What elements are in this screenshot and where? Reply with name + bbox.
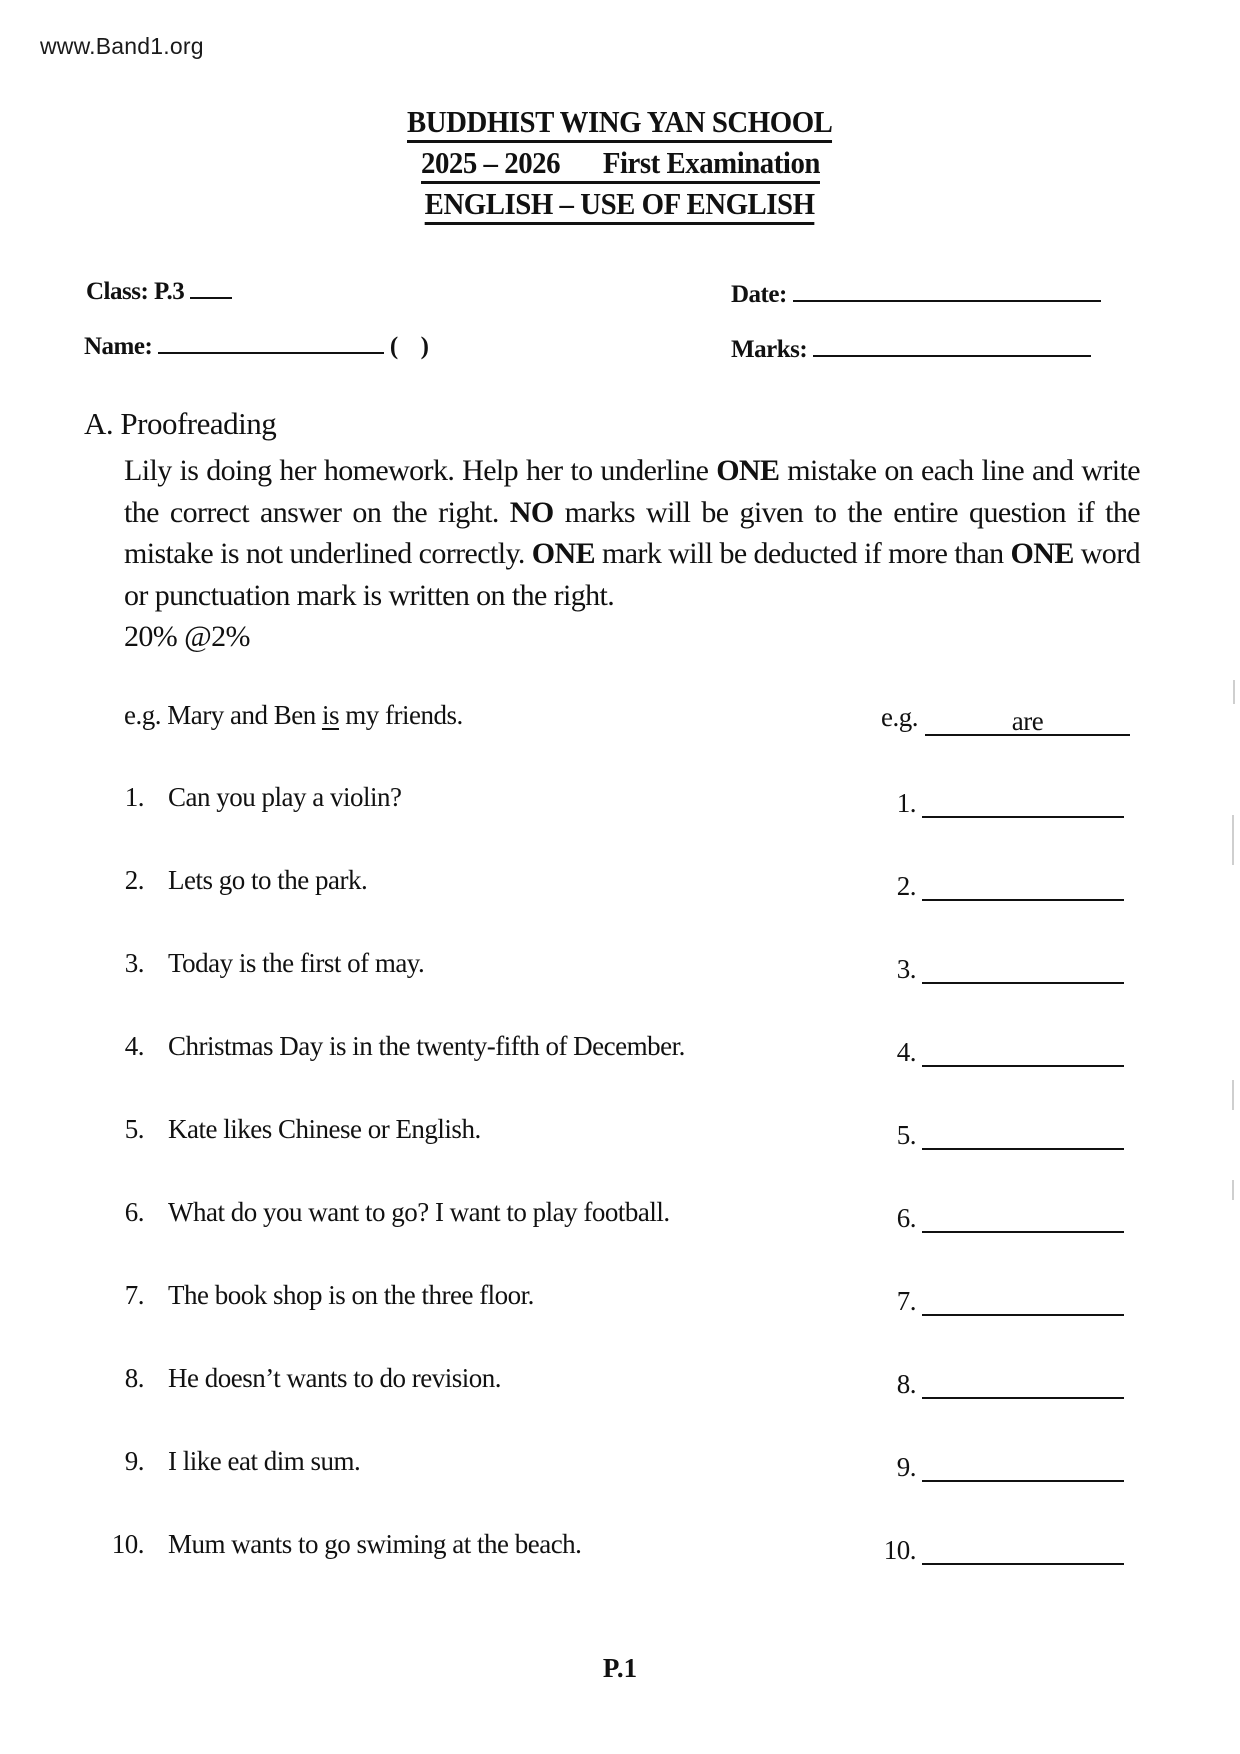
question-text[interactable]: Mum wants to go swiming at the beach. xyxy=(168,1529,582,1559)
question-text[interactable]: The book shop is on the three floor. xyxy=(168,1280,534,1310)
scan-artifact xyxy=(1233,680,1235,704)
school-year: 2025 – 2026 xyxy=(420,145,560,180)
example-mistake: is xyxy=(321,700,339,730)
name-blank[interactable] xyxy=(158,334,384,354)
class-number-parens: ( ) xyxy=(389,333,429,360)
question-number: 8. xyxy=(124,1363,144,1393)
question-row xyxy=(0,1363,1240,1403)
example-row xyxy=(0,700,1240,740)
question-row xyxy=(0,1031,1240,1071)
answer-label: 2. xyxy=(896,871,916,901)
instructions xyxy=(124,450,1140,658)
scan-artifact xyxy=(1232,815,1234,865)
marks-field xyxy=(731,336,1091,364)
example-prefix: e.g. Mary and Ben xyxy=(124,700,322,730)
instr-text: mistake on each line and write the correct answer on the right. xyxy=(124,454,1140,529)
answer-line[interactable] xyxy=(922,1148,1124,1150)
scan-artifact xyxy=(1232,1080,1234,1110)
question-number: 9. xyxy=(124,1446,144,1476)
exam-name: First Examination xyxy=(602,145,820,180)
instr-emphasis: NO xyxy=(509,495,554,529)
example-answer-line xyxy=(925,734,1130,736)
question-text[interactable]: He doesn’t wants to do revision. xyxy=(168,1363,501,1393)
instr-emphasis: ONE xyxy=(1010,537,1074,570)
answer-label: 8. xyxy=(896,1369,916,1399)
question-row xyxy=(0,1446,1240,1486)
instr-emphasis: ONE xyxy=(531,537,595,570)
question-text[interactable]: Today is the first of may. xyxy=(168,948,425,978)
marks-allocation: 20% @2% xyxy=(124,620,250,653)
question-row xyxy=(0,948,1240,988)
example-suffix: my friends. xyxy=(338,700,463,730)
answer-label: 3. xyxy=(896,954,916,984)
answer-label: 10. xyxy=(883,1535,916,1565)
question-text[interactable]: Kate likes Chinese or English. xyxy=(168,1114,481,1144)
answer-label: 6. xyxy=(896,1203,916,1233)
section-title: A. Proofreading xyxy=(84,406,277,441)
name-label: Name: xyxy=(84,333,153,360)
exam-header xyxy=(0,104,1240,227)
question-row xyxy=(0,782,1240,822)
answer-label: 5. xyxy=(896,1120,916,1150)
question-number: 1. xyxy=(124,782,144,812)
answer-line[interactable] xyxy=(922,1480,1124,1482)
answer-line[interactable] xyxy=(922,1314,1124,1316)
answer-label: 7. xyxy=(896,1286,916,1316)
school-name: BUDDHIST WING YAN SCHOOL xyxy=(407,104,832,143)
example-sentence xyxy=(124,700,463,731)
answer-line[interactable] xyxy=(922,1397,1124,1399)
exam-title xyxy=(421,145,820,184)
marks-blank[interactable] xyxy=(813,337,1091,357)
instr-text: Lily is doing her homework. Help her to underline xyxy=(124,454,717,487)
question-number: 10. xyxy=(111,1529,144,1559)
watermark: www.Band1.org xyxy=(40,33,204,59)
question-number: 3. xyxy=(124,948,144,978)
answer-label: 4. xyxy=(896,1037,916,1067)
answer-line[interactable] xyxy=(922,1563,1124,1565)
answer-label: 1. xyxy=(896,788,916,818)
answer-line[interactable] xyxy=(922,1231,1124,1233)
question-row xyxy=(0,865,1240,905)
marks-label: Marks: xyxy=(731,336,808,363)
question-number: 4. xyxy=(124,1031,144,1061)
question-number: 2. xyxy=(124,865,144,895)
question-row xyxy=(0,1280,1240,1320)
name-field xyxy=(84,333,428,361)
question-text[interactable]: Can you play a violin? xyxy=(168,782,402,812)
example-answer-label: e.g. xyxy=(881,702,918,732)
question-text[interactable]: I like eat dim sum. xyxy=(168,1446,361,1476)
date-label: Date: xyxy=(731,281,787,308)
question-text[interactable]: Lets go to the park. xyxy=(168,865,368,895)
scan-artifact xyxy=(1232,1180,1234,1200)
example-answer: are xyxy=(1011,706,1044,736)
question-text[interactable]: What do you want to go? I want to play football. xyxy=(168,1197,670,1227)
question-row xyxy=(0,1197,1240,1237)
answer-line[interactable] xyxy=(922,1065,1124,1067)
answer-label: 9. xyxy=(896,1452,916,1482)
question-text[interactable]: Christmas Day is in the twenty-fifth of December. xyxy=(168,1031,685,1061)
answer-line[interactable] xyxy=(922,899,1124,901)
instr-emphasis: ONE xyxy=(716,454,780,487)
class-blank[interactable] xyxy=(190,279,232,299)
answer-line[interactable] xyxy=(922,982,1124,984)
date-field xyxy=(731,281,1101,309)
class-label: Class: P.3 xyxy=(86,278,185,305)
date-blank[interactable] xyxy=(793,282,1101,302)
question-row xyxy=(0,1529,1240,1569)
instr-text: mark will be deducted if more than xyxy=(595,537,1011,570)
answer-line[interactable] xyxy=(922,816,1124,818)
instr-text: marks will be given to the entire question if the mistake is not underlined correctly. xyxy=(124,495,1140,570)
instr-text: word or punctuation mark is written on the right. xyxy=(124,537,1140,612)
question-number: 5. xyxy=(124,1114,144,1144)
class-field xyxy=(86,278,232,306)
subject-title: ENGLISH – USE OF ENGLISH xyxy=(425,186,815,225)
question-row xyxy=(0,1114,1240,1154)
page-number: P.1 xyxy=(602,1653,638,1683)
question-number: 6. xyxy=(124,1197,144,1227)
question-number: 7. xyxy=(124,1280,144,1310)
